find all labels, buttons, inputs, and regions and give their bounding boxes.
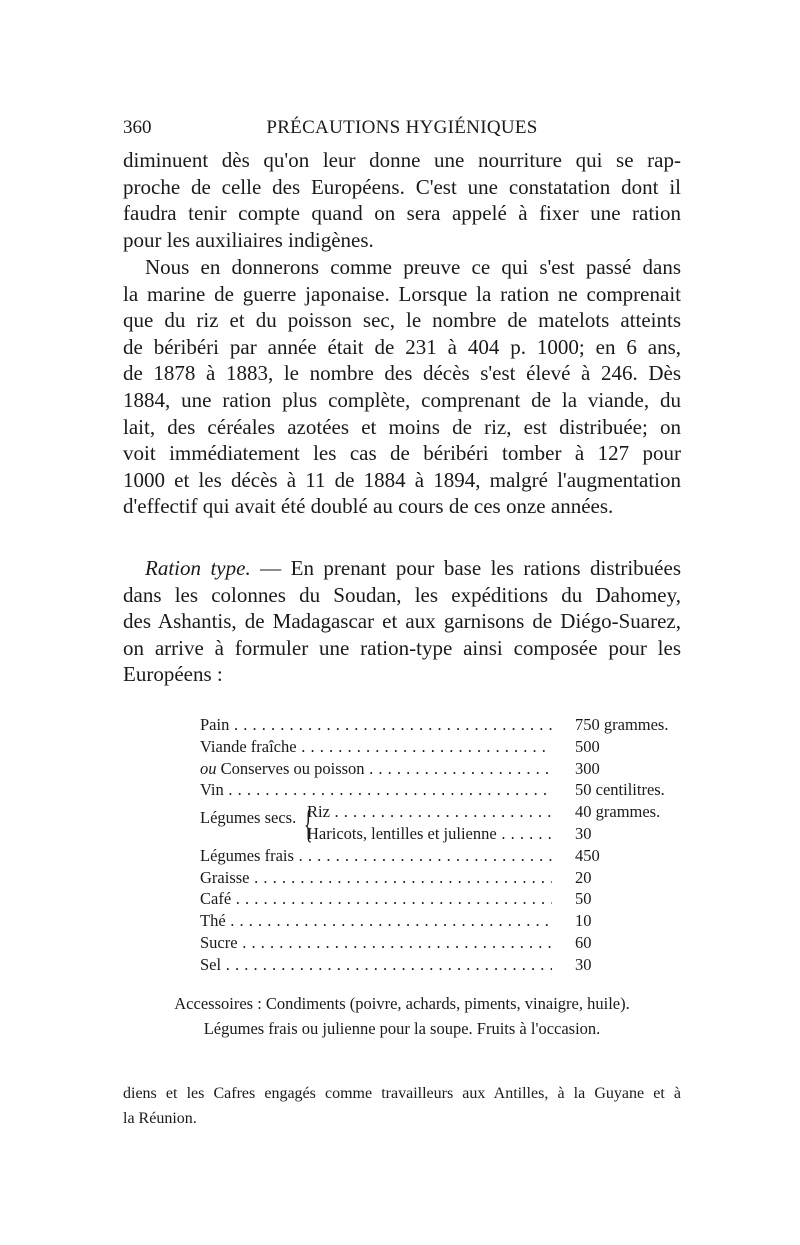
ration-item: [200, 714, 552, 736]
text-line: Accessoires : Condiments (poivre, achards, piments, vinaigre, huile).: [174, 994, 630, 1013]
text-line: 1884, une ration plus complète, comprenant de la viande, du: [123, 387, 681, 412]
ration-qty: 10: [575, 911, 592, 931]
page-number: 360: [123, 117, 152, 138]
brace-icon: {: [304, 801, 313, 846]
item-name: Viande fraîche: [200, 736, 297, 756]
ration-item: [307, 801, 552, 823]
ration-item: [200, 845, 552, 867]
item-name: Sel: [200, 954, 222, 974]
text-line: pour les auxiliaires indigènes.: [123, 227, 374, 252]
ration-table: [200, 714, 684, 976]
ration-item: [200, 932, 552, 954]
ration-qty: 750 grammes.: [575, 715, 669, 734]
text-line: la Réunion.: [123, 1110, 197, 1127]
ration-item: [200, 736, 552, 758]
item-name: Légumes frais: [200, 845, 294, 865]
text-line: diminuent dès qu'on leur donne une nourriture qui se rap-: [123, 148, 681, 172]
text-line: de béribéri par année était de 231 à 404 p. 1000; en 6 ans,: [123, 334, 681, 359]
ration-item: [200, 779, 552, 801]
item-name: Haricots, lentilles et julienne: [307, 823, 497, 843]
text-line: faudra tenir compte quand on sera appelé à fixer une ration: [123, 201, 681, 226]
ration-item: [200, 910, 552, 932]
ration-row: [200, 910, 684, 932]
item-name: Vin: [200, 780, 224, 800]
text-line: que du riz et du poisson sec, le nombre de matelots atteints: [123, 308, 681, 333]
ration-qty: 30: [575, 954, 592, 974]
text-line: proche de celle des Européens. C'est une constatation dont il: [123, 174, 681, 199]
ration-row: [200, 758, 684, 780]
group-label: Légumes secs.: [200, 808, 297, 827]
item-name: Thé: [200, 911, 226, 931]
paragraph-1: [123, 147, 681, 253]
text-line: on arrive à formuler une ration-type ainsi composée pour les: [123, 635, 681, 660]
ration-item: [200, 758, 552, 780]
text-line: Légumes frais ou julienne pour la soupe. Fruits à l'occasion.: [203, 1019, 601, 1038]
paragraph-2: [123, 254, 681, 520]
item-name: Sucre: [200, 932, 238, 952]
ration-qty: 300: [575, 758, 600, 778]
text-line: des Ashantis, de Madagascar et aux garnisons de Diégo-Suarez,: [123, 609, 681, 634]
ration-row: [200, 714, 684, 736]
ration-row: [200, 867, 684, 889]
section-heading: Ration type.: [145, 556, 251, 580]
running-title: PRÉCAUTIONS HYGIÉNIQUES: [266, 117, 538, 138]
ration-qty: 40 grammes.: [575, 802, 661, 822]
ration-qty: 30: [575, 823, 592, 843]
text-line: 1000 et les décès à 11 de 1884 à 1894, malgré l'augmentation: [123, 467, 681, 492]
ration-item: [200, 867, 552, 889]
item-prefix: ou: [200, 758, 217, 778]
item-name: Café: [200, 889, 232, 909]
text-line: d'effectif qui avait été doublé au cours de ces onze années.: [123, 494, 614, 519]
text-line: de 1878 à 1883, le nombre des décès s'est élevé à 246. Dès: [123, 361, 681, 386]
text-line: [123, 555, 681, 582]
text-line: lait, des céréales azotées et moins de riz, est distribuée; on: [123, 414, 681, 439]
ration-qty: 50: [575, 889, 592, 909]
text-line: dans les colonnes du Soudan, les expéditions du Dahomey,: [123, 582, 681, 607]
ration-item: [200, 888, 552, 910]
ration-qty: 450: [575, 845, 600, 865]
ration-item: [200, 954, 552, 976]
ration-row: [200, 888, 684, 910]
ration-row: [200, 932, 684, 954]
ration-qty: 60: [575, 932, 592, 952]
paragraph-3: [123, 555, 681, 688]
accessoires-note: [123, 991, 681, 1041]
text-line: Européens :: [123, 662, 223, 687]
item-name: Pain: [200, 715, 230, 734]
ration-row: [200, 736, 684, 758]
running-head: [123, 117, 681, 143]
ration-row: [200, 954, 684, 976]
ration-qty: 50 centilitres.: [575, 780, 665, 800]
text-fragment: — En prenant pour base les rations distribuées: [250, 556, 681, 580]
text-line: diens et les Cafres engagés comme travailleurs aux Antilles, à la Guyane et à: [123, 1085, 681, 1102]
ration-row: [200, 845, 684, 867]
ration-qty: 20: [575, 867, 592, 887]
item-name: Conserves ou poisson: [216, 758, 365, 778]
ration-qty: 500: [575, 736, 600, 756]
item-name: Riz: [307, 802, 330, 822]
item-name: Graisse: [200, 867, 250, 887]
text-line: voit immédiatement les cas de béribéri tomber à 127 pour: [123, 441, 681, 466]
footnote: [123, 1081, 681, 1131]
text-line: Nous en donnerons comme preuve ce qui s'est passé dans: [145, 255, 681, 279]
text-line: la marine de guerre japonaise. Lorsque la ration ne comprenait: [123, 281, 681, 306]
ration-item: [307, 823, 552, 845]
ration-row: [200, 779, 684, 801]
